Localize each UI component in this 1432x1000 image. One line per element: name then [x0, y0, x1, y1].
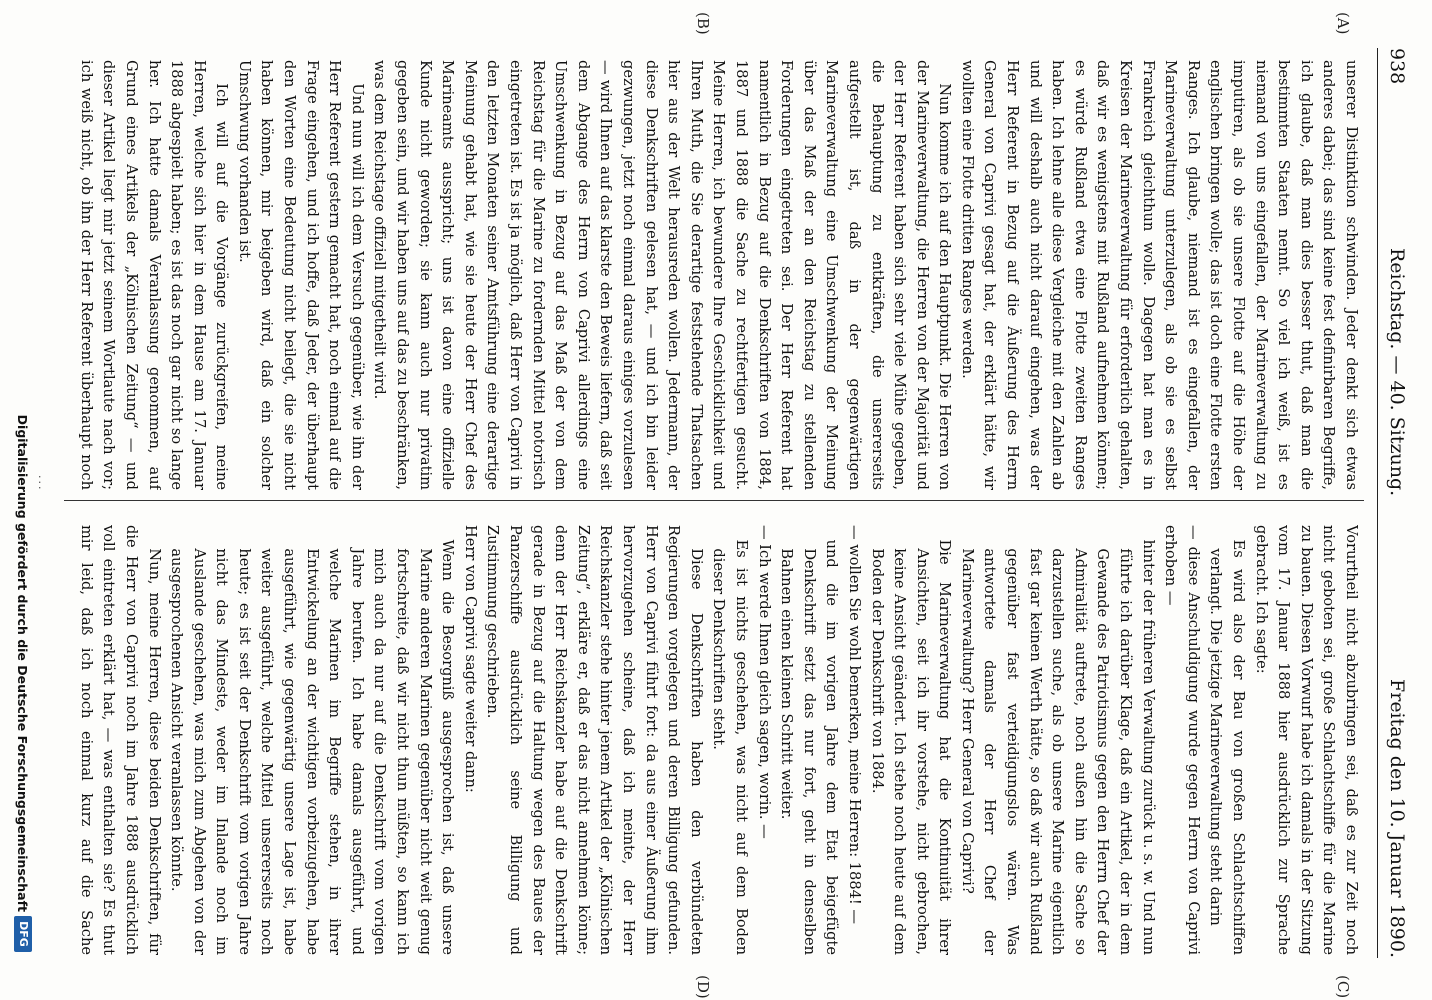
paragraph: Herr von Caprivi sagte weiter dann: [461, 525, 479, 793]
quoted-paragraph: hinter der früheren Verwaltung zurück u. s. w. Und nun führte ich darüber Klage, daß ein Artikel, der in dem Gewande des Patriotismus gegen den Herrn Chef der Admiralität auftrete, noch außen hin die Sache so darzustellen suche, als ob unsere Marine eigentlich fast gar keinen Werth hätte, so daß wir auch Rußland gegenüber fast verteidigungslos wären. Was antwortete damals der Herr Chef der Marineverwaltung? Herr General von Caprivi? [958, 539, 1157, 955]
margin-marker-c: (C) [1334, 975, 1352, 999]
paragraph: Nun, meine Herren, diese beiden Denkschriften, für die Herr von Caprivi noch im Jahre 1888 ausdrücklich voll eintreten erklärt hat, — was enthalten sie? Es thut mir leid, daß ich noch einmal kurz auf die Sache [77, 525, 163, 955]
paragraph: — Ich werde Ihnen gleich sagen, worin. — [755, 525, 773, 839]
digitization-note: Digitalisierung gefördert durch die Deutsche Forschungsgemeinschaft [15, 414, 30, 912]
quoted-paragraph: und die im vorigen Jahre dem Etat beigefügte Denkschrift setzt das nur fort, geht in denselben Bahnen einen kleinen Schritt weiter. [778, 539, 841, 955]
margin-marker-d: (D) [694, 975, 712, 999]
paragraph: Vorurtheil nicht abzubringen sei, daß es zur Zeit noch nicht geboten sei, große Schlachtschiffe für die Marine zu bauen. Diesen Vorwurf habe ich damals in der Sitzung vom 17. Januar 1888 hier ausdrücklich zur Sprache gebracht. Ich sagte: [1252, 525, 1360, 955]
quoted-paragraph: Die Marineverwaltung hat die Kontinuität ihrer Ansichten, seit ich ihr vorstehe, nicht gebrochen, keine Ansicht geändert. Ich stehe noch heute auf dem Boden der Denkschrift von 1884. [868, 539, 954, 955]
session-title: Reichstag. — 40. Sitzung. [1386, 248, 1408, 497]
quoted-paragraph: Wenn die Besorgniß ausgesprochen ist, daß unsere Marine anderen Marinen gegenüber nicht weit genug fortschreite, daß wir nicht thun müßten, so kann ich mich auch da nur auf die Denkschrift vom vorigen Jahre berufen. Ich habe damals ausgeführt, und welche Marinen im Begriffe stehen, in ihrer Entwickelung an der wichtigen vorbeizugehen, habe ausgeführt, wie gegenwärtig unsere Lage ist, habe weiter ausgeführt, welche Mittel unsererseits noch heute; es ist seit der Denkschrift vom vorigen Jahre nicht das Mindeste, weder im Inlande noch im Auslande geschehen, was mich zum Abgehen von der ausgesprochenen Ansicht veranlassen könnte. [168, 539, 457, 955]
dfg-logo: DFG [14, 916, 32, 952]
page-footer [0, 0, 54, 1000]
paragraph: Diese Denkschriften haben den verbündeten Regierungen vorgelegen und deren Billigung gefunden. Herr von Caprivi führt fort: da aus einer Äußerung ihm hervorzugehen scheine, daß ich meinte, der Herr Reichskanzler stehe hinter jenem Artikel der „Kölnischen Zeitung“, erkläre er, daß er das nicht annehmen könne; denn der Herr Reichskanzler habe auf die Denkschrift gerade in Bezug auf die Haltung wegen des Baues der Panzerschiffe ausdrücklich seine Billigung und Zustimmung geschrieben. [484, 525, 705, 955]
scan-dots: ··· [33, 475, 46, 492]
paragraph: — wollen Sie wohl bemerken, meine Herren: 1884! — [845, 525, 863, 924]
margin-marker-b: (B) [694, 12, 712, 35]
right-column [72, 525, 1362, 955]
paragraph: Ich will auf die Vorgänge zurückgreifen, meine Herren, welche sich hier in dem Hause am 17. Januar 1888 abgespielt haben; es ist das noch gar nicht so lange her. Ich hatte damals Veranlassung genommen, auf Grund eines Artikels der „Kölnischen Zeitung“ — und dieser Artikel liegt mir jetzt seinem Wortlaute nach vor; ich weiß nicht, ob ihn der Herr Referent überhaupt noch [77, 60, 231, 490]
quoted-paragraph: Es ist nichts geschehen, was nicht auf dem Boden dieser Denkschriften steht. [710, 539, 750, 955]
paragraph: — diese Anschuldigung wurde gegen Herrn von Caprivi erhoben — [1162, 525, 1202, 955]
margin-marker-a: (A) [1334, 12, 1352, 35]
paragraph: Nun komme ich auf den Hauptpunkt. Die Herren von der Marineverwaltung, die Herren von der Majorität und der Herr Referent haben sich sehr viele Mühe gegeben, die Behauptung zu entkräften, die unsererseits aufgestellt ist, daß in der gegenwärtigen Marineverwaltung eine Umschwenkung der Meinung über das Maß der an den Reichstag zu stellenden Forderungen eingetreten sei. Der Herr Referent hat namentlich in Bezug auf die Denkschriften von 1884, 1887 und 1888 die Sache zu rechtfertigen gesucht. Meine Herren, ich bewundere Ihre Geschicklichkeit und Ihren Muth, die Sie derartige feststehende Thatsachen hier aus der Welt herausreden wollen. Jedermann, der diese Denkschriften gelesen hat, — und ich bin leider gezwungen, jetzt noch einmal daraus einiges vorzulesen — wird Ihnen auf das klarste den Beweis liefern, daß seit dem Abgange des Herrn von Caprivi allerdings eine Umschwenkung in Bezug auf das Maß der von dem Reichstag für die Marine zu fordernden Mittel notorisch eingetreten ist. Es ist ja möglich, daß Herr von Caprivi in den letzten Monaten seiner Amtsführung eine derartige Meinung gehabt hat, wie sie heute der Herr Chef des Marineamts ausspricht; uns ist davon eine offizielle Kunde nicht geworden; sie kann auch nur privatim gegeben sein, und wir haben uns auf das zu beschränken, was dem Reichstage offiziell mitgetheilt wird. [371, 60, 954, 490]
session-date: Freitag den 10. Januar 1890. [1386, 679, 1408, 958]
paragraph: Und nun will ich dem Versuch gegenüber, wie ihn der Herr Referent gestern gemacht hat, noch einmal auf die Frage eingehen, und ich hoffe, daß Jeder, der überhaupt den Worten eine Bedeutung nicht beilegt, die sie nicht haben können, mir beigeben wird, daß ein solcher Umschwung vorhanden ist. [235, 60, 366, 490]
page-number: 938 [1386, 48, 1408, 85]
quoted-paragraph: Es wird also der Bau von großen Schlachtschiffen verlangt. Die jetzige Marineverwaltung steht darin [1207, 539, 1248, 955]
paragraph: unserer Distinktion schwinden. Jeder denkt sich etwas anderes dabei; das sind keine fest definirbaren Begriffe, ich glaube, daß man dies besser thut, daß man die bestimmten Staaten nennt. So viel ich weiß, ist es niemand von uns eingefallen, der Marineverwaltung zu imputiren, als ob sie unsere Flotte auf die Höhe der englischen bringen wolle; das ist doch eine Flotte ersten Ranges. Ich glaube, niemand ist es eingefallen, der Marineverwaltung unterzulegen, als ob sie es selbst Frankreich gleichthun wolle. Dagegen hat man es in Kreisen der Marineverwaltung für erforderlich gehalten, daß wir es wenigstens mit Rußland aufnehmen können; es würde Rußland etwa eine Flotte zweiten Ranges haben. Ich lehne alle diese Vergleiche mit den Zahlen ab und will deshalb auch nicht darauf eingehen, was der Herr Referent in Bezug auf die Äußerung des Herrn General von Caprivi gesagt hat, der erklärt hätte, wir wollten eine Flotte dritten Ranges werden. [958, 60, 1360, 490]
left-column [72, 60, 1362, 490]
column-divider [64, 500, 1364, 501]
page-header [1377, 48, 1418, 958]
